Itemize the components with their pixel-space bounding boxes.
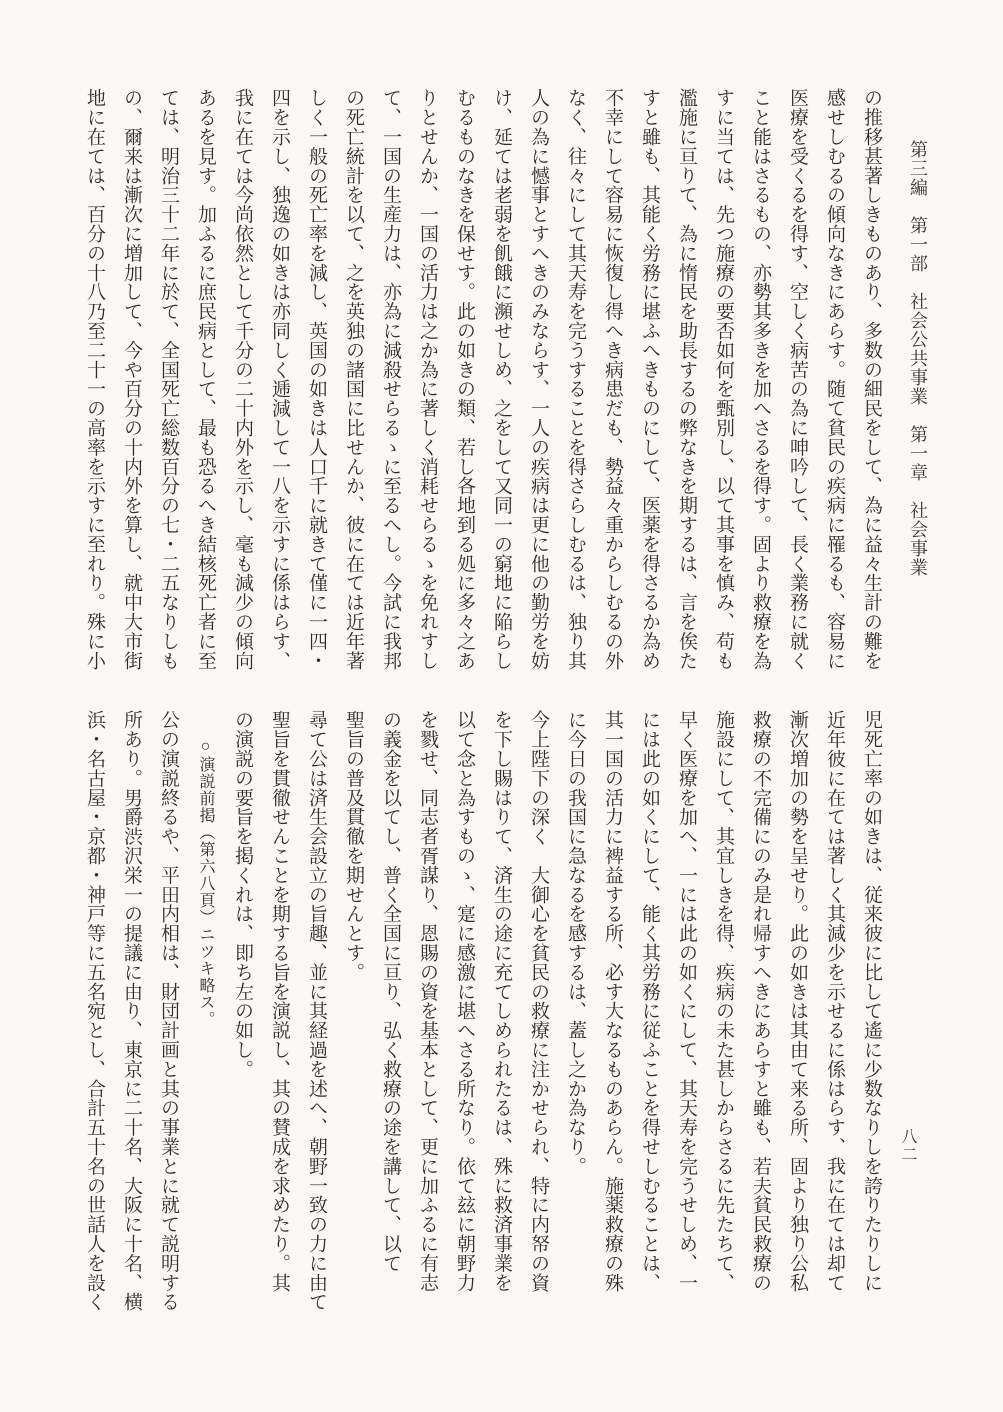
vertical-text-line: 我に在ては今尚依然として千分の二十内外を示し、毫も減少の傾向 xyxy=(232,88,253,670)
vertical-text-line: 聖旨を貫徹せんことを期する旨を演説し、其の賛成を求めたり。其 xyxy=(269,710,290,1292)
vertical-text-line: 所あり。男爵渋沢栄一の提議に由り、東京に二十名、大阪に十名、横 xyxy=(121,710,142,1312)
vertical-text-line: ては、明治三十二年に於て、全国死亡総数百分の七・二五なりしも xyxy=(158,88,179,670)
vertical-text-line: しく一般の死亡率を減し、英国の如きは人口千に就きて僅に一四・ xyxy=(306,88,327,670)
main-text-top-block xyxy=(76,88,890,670)
vertical-text-line: すに当ては、先つ施療の要否如何を甄別し、以て其事を慎み、苟も xyxy=(713,88,734,670)
vertical-text-line: 人の為に憾事とすへきのみならす、一人の疾病は更に他の勤労を妨 xyxy=(528,88,549,670)
vertical-text-line: 早く医療を加へ、一には此の如くにして、其天寿を完うせしめ、一 xyxy=(676,710,697,1292)
vertical-text-line: 救療の不完備にのみ是れ帰すへきにあらすと雖も、若夫貧民救療の xyxy=(750,710,771,1292)
vertical-text-line: 医療を受くるを得す、空しく病苦の為に呻吟して、長く業務に就く xyxy=(787,88,808,670)
page-number: 八二 xyxy=(899,1128,916,1164)
vertical-text-line: なく、往々にして其天寿を完うすることを得さらしむるは、独り其 xyxy=(565,88,586,670)
vertical-text-line: を下し賜はりて、済生の途に充てしめられたるは、殊に救済事業を xyxy=(491,710,512,1292)
vertical-text-line: すと雖も、其能く労務に堪ふへきものにして、医薬を得さるか為め xyxy=(639,88,660,670)
vertical-text-line: 聖旨の普及貫徹を期せんとす。 xyxy=(343,710,364,982)
vertical-text-line: 以て念と為すものゝ、寔に感激に堪へさる所なり。依て玆に朝野力 xyxy=(454,710,475,1292)
chapter-header: 第三編 第一部 社会公共事業 第一章 社会事業 xyxy=(908,140,928,577)
vertical-text-line: の推移甚著しきものあり、多数の細民をして、為に益々生計の難を xyxy=(861,88,882,670)
vertical-text-line: 尋て公は済生会設立の旨趣、並に其経過を述へ、朝野一致の力に由て xyxy=(306,710,327,1312)
vertical-text-line: こと能はさるもの、亦勢其多きを加へさるを得す。固より救療を為 xyxy=(750,88,771,670)
vertical-text-line: の死亡統計を以て、之を英独の諸国に比せんか、彼に在ては近年著 xyxy=(343,88,364,670)
vertical-text-line: に今日の我国に急なるを感するは、蓋し之か為なり。 xyxy=(565,710,586,1176)
vertical-text-line: ○演説前掲（第六八頁）ニツキ略ス。 xyxy=(197,738,214,1028)
vertical-text-line: むるものなきを保せす。此の如きの類、若し各地到る処に多々之あ xyxy=(454,88,475,670)
vertical-text-line: 施設にして、其宜しきを得、疾病の未た甚しからさるに先たちて、 xyxy=(713,710,734,1292)
vertical-text-line: には此の如くにして、能く其労務に従ふことを得せしむることは、 xyxy=(639,710,660,1292)
vertical-text-line: け、延ては老弱を飢餓に瀕せしめ、之をして又同一の窮地に陥らし xyxy=(491,88,512,670)
vertical-text-line: を戮せ、同志者胥謀り、恩賜の資を基本として、更に加ふるに有志 xyxy=(417,710,438,1292)
vertical-text-line: 地に在ては、百分の十八乃至二十一の高率を示すに至れり。殊に小 xyxy=(84,88,105,670)
vertical-text-line: あるを見す。加ふるに庶民病として、最も恐るへき結核死亡者に至 xyxy=(195,88,216,670)
vertical-text-line: の義金を以てし、普く全国に亘り、弘く救療の途を講して、以て xyxy=(380,710,401,1273)
vertical-text-line: て、一国の生産力は、亦為に減殺せらるゝに至るへし。今試に我邦 xyxy=(380,88,401,670)
main-text-bottom-block xyxy=(76,710,890,1312)
vertical-text-line: 四を示し、独逸の如きは亦同しく逓減して一八を示すに係はらす、 xyxy=(269,88,290,670)
vertical-text-line: 浜・名古屋・京都・神戸等に五名宛とし、合計五十名の世話人を設く xyxy=(84,710,105,1312)
vertical-text-line: 今上陛下の深く 大御心を貧民の救療に注かせられ、特に内帑の資 xyxy=(528,710,549,1292)
vertical-text-line: りとせんか、一国の活力は之か為に著しく消耗せらるゝを免れすし xyxy=(417,88,438,670)
vertical-text-line: の、爾来は漸次に増加して、今や百分の十内外を算し、就中大市街 xyxy=(121,88,142,670)
vertical-text-line: 濫施に亘りて、為に惰民を助長するの弊なきを期するは、言を俟た xyxy=(676,88,697,670)
vertical-text-line: 其一国の活力に裨益する所、必す大なるものあらん。施薬救療の殊 xyxy=(602,710,623,1292)
vertical-text-line: 不幸にして容易に恢復し得へき病患だも、勢益々重からしむるの外 xyxy=(602,88,623,670)
vertical-text-line: 公の演説終るや、平田内相は、財団計画と其の事業とに就て説明する xyxy=(158,710,179,1312)
vertical-text-line: 感せしむるの傾向なきにあらす。随て貧民の疾病に罹るも、容易に xyxy=(824,88,845,670)
vertical-text-line: 児死亡率の如きは、従来彼に比して遙に少数なりしを誇りたりしに xyxy=(861,710,882,1292)
vertical-text-line: 近年彼に在ては著しく其減少を示せるに係はらす、我に在ては却て xyxy=(824,710,845,1292)
vertical-text-line: 漸次増加の勢を呈せり。此の如きは其由て来る所、固より独り公私 xyxy=(787,710,808,1292)
vertical-text-line: の演説の要旨を掲くれは、即ち左の如し。 xyxy=(232,710,253,1079)
